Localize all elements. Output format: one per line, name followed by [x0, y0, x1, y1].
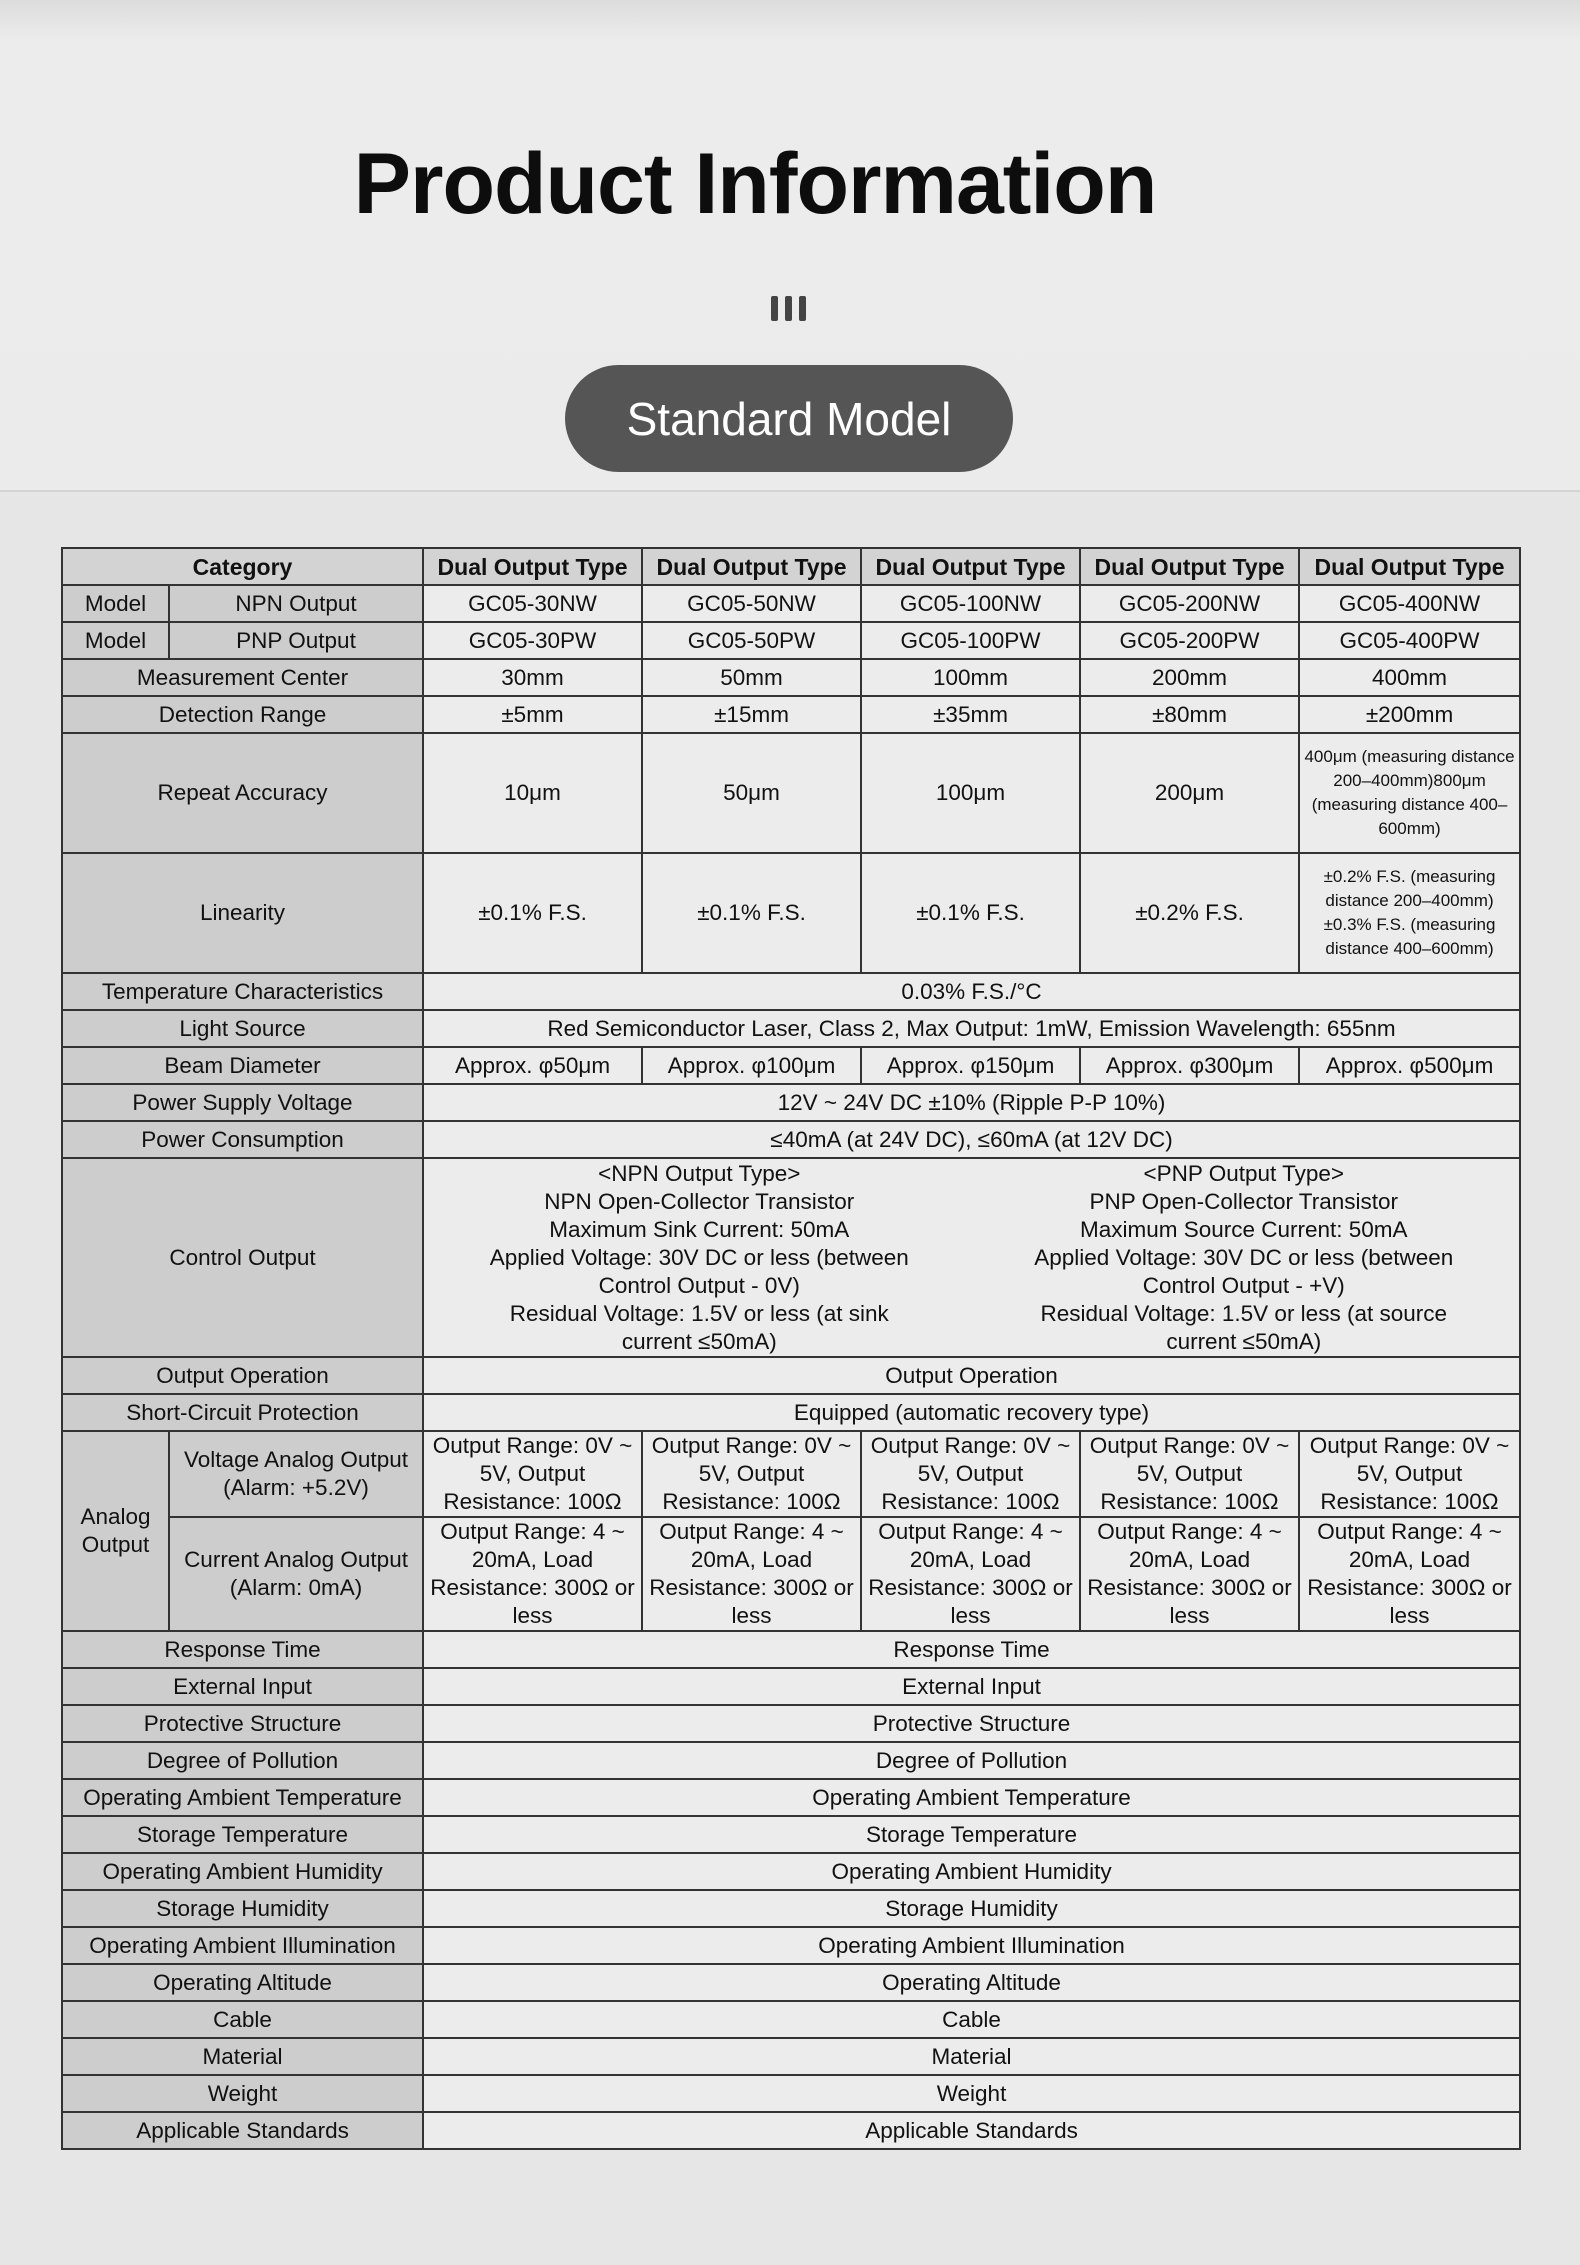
cell: Output Range: 4 ~ 20mA, Load Resistance: 300Ω or less — [1080, 1517, 1299, 1631]
row-label: Measurement Center — [62, 659, 423, 696]
header-col: Dual Output Type — [423, 548, 642, 585]
cell: GC05-30PW — [423, 622, 642, 659]
text-line: Control Output - +V) — [1142, 1272, 1345, 1298]
row-label: Storage Temperature — [62, 1816, 423, 1853]
text-line: current ≤50mA) — [621, 1328, 777, 1354]
table-row — [62, 1631, 1520, 1668]
row-label: Power Supply Voltage — [62, 1084, 423, 1121]
cell: ±0.1% F.S. — [423, 853, 642, 973]
row-sublabel: Current Analog Output (Alarm: 0mA) — [169, 1517, 423, 1631]
cell: GC05-50PW — [642, 622, 861, 659]
row-label: Material — [62, 2038, 423, 2075]
text-line: Control Output - 0V) — [598, 1272, 800, 1298]
table-row — [62, 1047, 1520, 1084]
cell: Approx. φ500μm — [1299, 1047, 1520, 1084]
table-row — [62, 696, 1520, 733]
table-row — [62, 733, 1520, 853]
cell: 50mm — [642, 659, 861, 696]
cell: ±0.1% F.S. — [861, 853, 1080, 973]
table-row — [62, 853, 1520, 973]
cell: GC05-50NW — [642, 585, 861, 622]
table-row — [62, 1890, 1520, 1927]
cell: Approx. φ100μm — [642, 1047, 861, 1084]
cell: Weight — [423, 2075, 1520, 2112]
row-label: Model — [62, 622, 169, 659]
cell: ±15mm — [642, 696, 861, 733]
cell: Storage Temperature — [423, 1816, 1520, 1853]
cell: Operating Ambient Humidity — [423, 1853, 1520, 1890]
table-row — [62, 973, 1520, 1010]
cell: ±5mm — [423, 696, 642, 733]
row-sublabel: PNP Output — [169, 622, 423, 659]
cell: Operating Altitude — [423, 1964, 1520, 2001]
spec-table — [61, 547, 1521, 2150]
cell: GC05-100NW — [861, 585, 1080, 622]
cell: GC05-30NW — [423, 585, 642, 622]
table-row — [62, 2038, 1520, 2075]
table-row — [62, 2001, 1520, 2038]
row-label: Model — [62, 585, 169, 622]
cell: Output Range: 4 ~ 20mA, Load Resistance: 300Ω or less — [423, 1517, 642, 1631]
cell: Output Range: 0V ~ 5V, Output Resistance: 100Ω — [423, 1431, 642, 1517]
row-label: External Input — [62, 1668, 423, 1705]
cell: 400mm — [1299, 659, 1520, 696]
cell: Response Time — [423, 1631, 1520, 1668]
row-label: Operating Ambient Illumination — [62, 1927, 423, 1964]
header-category: Category — [62, 548, 423, 585]
cell: ±0.2% F.S. (measuring distance 200–400mm)±0.3% F.S. (measuring distance 400–600mm) — [1299, 853, 1520, 973]
cell: 12V ~ 24V DC ±10% (Ripple P-P 10%) — [423, 1084, 1520, 1121]
text-line: Applied Voltage: 30V DC or less (between — [1034, 1244, 1454, 1270]
header-col: Dual Output Type — [1299, 548, 1520, 585]
cell: Output Range: 0V ~ 5V, Output Resistance: 100Ω — [642, 1431, 861, 1517]
cell: 100mm — [861, 659, 1080, 696]
cell: Output Range: 4 ~ 20mA, Load Resistance: 300Ω or less — [861, 1517, 1080, 1631]
cell: ±0.1% F.S. — [642, 853, 861, 973]
section-divider — [0, 490, 1580, 492]
cell: Applicable Standards — [423, 2112, 1520, 2149]
table-row — [62, 1705, 1520, 1742]
row-label: Weight — [62, 2075, 423, 2112]
table-row — [62, 2075, 1520, 2112]
row-label: Light Source — [62, 1010, 423, 1047]
cell: Protective Structure — [423, 1705, 1520, 1742]
cell: 50μm — [642, 733, 861, 853]
cell: 200mm — [1080, 659, 1299, 696]
table-row — [62, 1964, 1520, 2001]
table-row — [62, 1742, 1520, 1779]
row-label: Analog Output — [62, 1431, 169, 1631]
cell: Approx. φ150μm — [861, 1047, 1080, 1084]
cell: GC05-400PW — [1299, 622, 1520, 659]
row-label: Detection Range — [62, 696, 423, 733]
cell: 10μm — [423, 733, 642, 853]
table-row — [62, 1431, 1520, 1517]
row-sublabel: NPN Output — [169, 585, 423, 622]
table-row — [62, 1121, 1520, 1158]
row-label: Protective Structure — [62, 1705, 423, 1742]
row-label: Operating Altitude — [62, 1964, 423, 2001]
table-row — [62, 1517, 1520, 1631]
row-label: Operating Ambient Temperature — [62, 1779, 423, 1816]
cell: Equipped (automatic recovery type) — [423, 1394, 1520, 1431]
table-row — [62, 1853, 1520, 1890]
text-line: NPN Open-Collector Transistor — [544, 1188, 855, 1214]
text-line: Maximum Sink Current: 50mA — [549, 1216, 850, 1242]
table-row — [62, 1779, 1520, 1816]
cell: Material — [423, 2038, 1520, 2075]
control-output-cell — [423, 1158, 1520, 1357]
cell: GC05-200PW — [1080, 622, 1299, 659]
cell: 100μm — [861, 733, 1080, 853]
npn-block — [427, 1160, 972, 1356]
row-label: Linearity — [62, 853, 423, 973]
table-row — [62, 1084, 1520, 1121]
row-label: Degree of Pollution — [62, 1742, 423, 1779]
table-row — [62, 1158, 1520, 1357]
cell: Output Range: 4 ~ 20mA, Load Resistance: 300Ω or less — [642, 1517, 861, 1631]
table-row — [62, 1357, 1520, 1394]
cell: Output Operation — [423, 1357, 1520, 1394]
cell: GC05-400NW — [1299, 585, 1520, 622]
cell: 30mm — [423, 659, 642, 696]
table-row — [62, 1816, 1520, 1853]
cell: 200μm — [1080, 733, 1299, 853]
cell: Approx. φ50μm — [423, 1047, 642, 1084]
header-col: Dual Output Type — [1080, 548, 1299, 585]
text-line: current ≤50mA) — [1166, 1328, 1322, 1354]
cell: Degree of Pollution — [423, 1742, 1520, 1779]
cell: ≤40mA (at 24V DC), ≤60mA (at 12V DC) — [423, 1121, 1520, 1158]
cell: ±80mm — [1080, 696, 1299, 733]
cell: Cable — [423, 2001, 1520, 2038]
cell: Storage Humidity — [423, 1890, 1520, 1927]
cell: Approx. φ300μm — [1080, 1047, 1299, 1084]
table-header-row — [62, 548, 1520, 585]
table-row — [62, 1668, 1520, 1705]
row-label: Storage Humidity — [62, 1890, 423, 1927]
text-line: Residual Voltage: 1.5V or less (at source — [1040, 1300, 1447, 1326]
cell: Output Range: 0V ~ 5V, Output Resistance: 100Ω — [861, 1431, 1080, 1517]
text-line: Residual Voltage: 1.5V or less (at sink — [509, 1300, 889, 1326]
row-label: Output Operation — [62, 1357, 423, 1394]
cell: Operating Ambient Illumination — [423, 1927, 1520, 1964]
cell: Output Range: 0V ~ 5V, Output Resistance: 100Ω — [1299, 1431, 1520, 1517]
text-line: <NPN Output Type> — [598, 1160, 801, 1186]
text-line: PNP Open-Collector Transistor — [1089, 1188, 1398, 1214]
cell: ±35mm — [861, 696, 1080, 733]
cell: GC05-100PW — [861, 622, 1080, 659]
cell: External Input — [423, 1668, 1520, 1705]
text-line: <PNP Output Type> — [1143, 1160, 1345, 1186]
row-label: Control Output — [62, 1158, 423, 1357]
table-row — [62, 1927, 1520, 1964]
row-label: Temperature Characteristics — [62, 973, 423, 1010]
cell: Output Range: 4 ~ 20mA, Load Resistance: 300Ω or less — [1299, 1517, 1520, 1631]
text-line: Maximum Source Current: 50mA — [1079, 1216, 1408, 1242]
row-label: Response Time — [62, 1631, 423, 1668]
text-line: Applied Voltage: 30V DC or less (between — [489, 1244, 909, 1270]
row-label: Operating Ambient Humidity — [62, 1853, 423, 1890]
table-row — [62, 659, 1520, 696]
row-sublabel: Voltage Analog Output (Alarm: +5.2V) — [169, 1431, 423, 1517]
divider-bars-icon — [771, 296, 806, 321]
table-row — [62, 1010, 1520, 1047]
cell: ±200mm — [1299, 696, 1520, 733]
row-label: Short-Circuit Protection — [62, 1394, 423, 1431]
row-label: Cable — [62, 2001, 423, 2038]
cell: ±0.2% F.S. — [1080, 853, 1299, 973]
cell: 0.03% F.S./°C — [423, 973, 1520, 1010]
pnp-block — [972, 1160, 1517, 1356]
page-title: Product Information — [353, 136, 1157, 232]
cell: 400μm (measuring distance 200–400mm)800μm (measuring distance 400–600mm) — [1299, 733, 1520, 853]
table-row — [62, 2112, 1520, 2149]
cell: GC05-200NW — [1080, 585, 1299, 622]
cell: Operating Ambient Temperature — [423, 1779, 1520, 1816]
table-row — [62, 585, 1520, 622]
cell: Red Semiconductor Laser, Class 2, Max Output: 1mW, Emission Wavelength: 655nm — [423, 1010, 1520, 1047]
header-col: Dual Output Type — [642, 548, 861, 585]
section-label: Standard Model — [565, 365, 1013, 472]
row-label: Repeat Accuracy — [62, 733, 423, 853]
row-label: Applicable Standards — [62, 2112, 423, 2149]
table-row — [62, 1394, 1520, 1431]
table-row — [62, 622, 1520, 659]
row-label: Power Consumption — [62, 1121, 423, 1158]
cell: Output Range: 0V ~ 5V, Output Resistance: 100Ω — [1080, 1431, 1299, 1517]
row-label: Beam Diameter — [62, 1047, 423, 1084]
header-col: Dual Output Type — [861, 548, 1080, 585]
